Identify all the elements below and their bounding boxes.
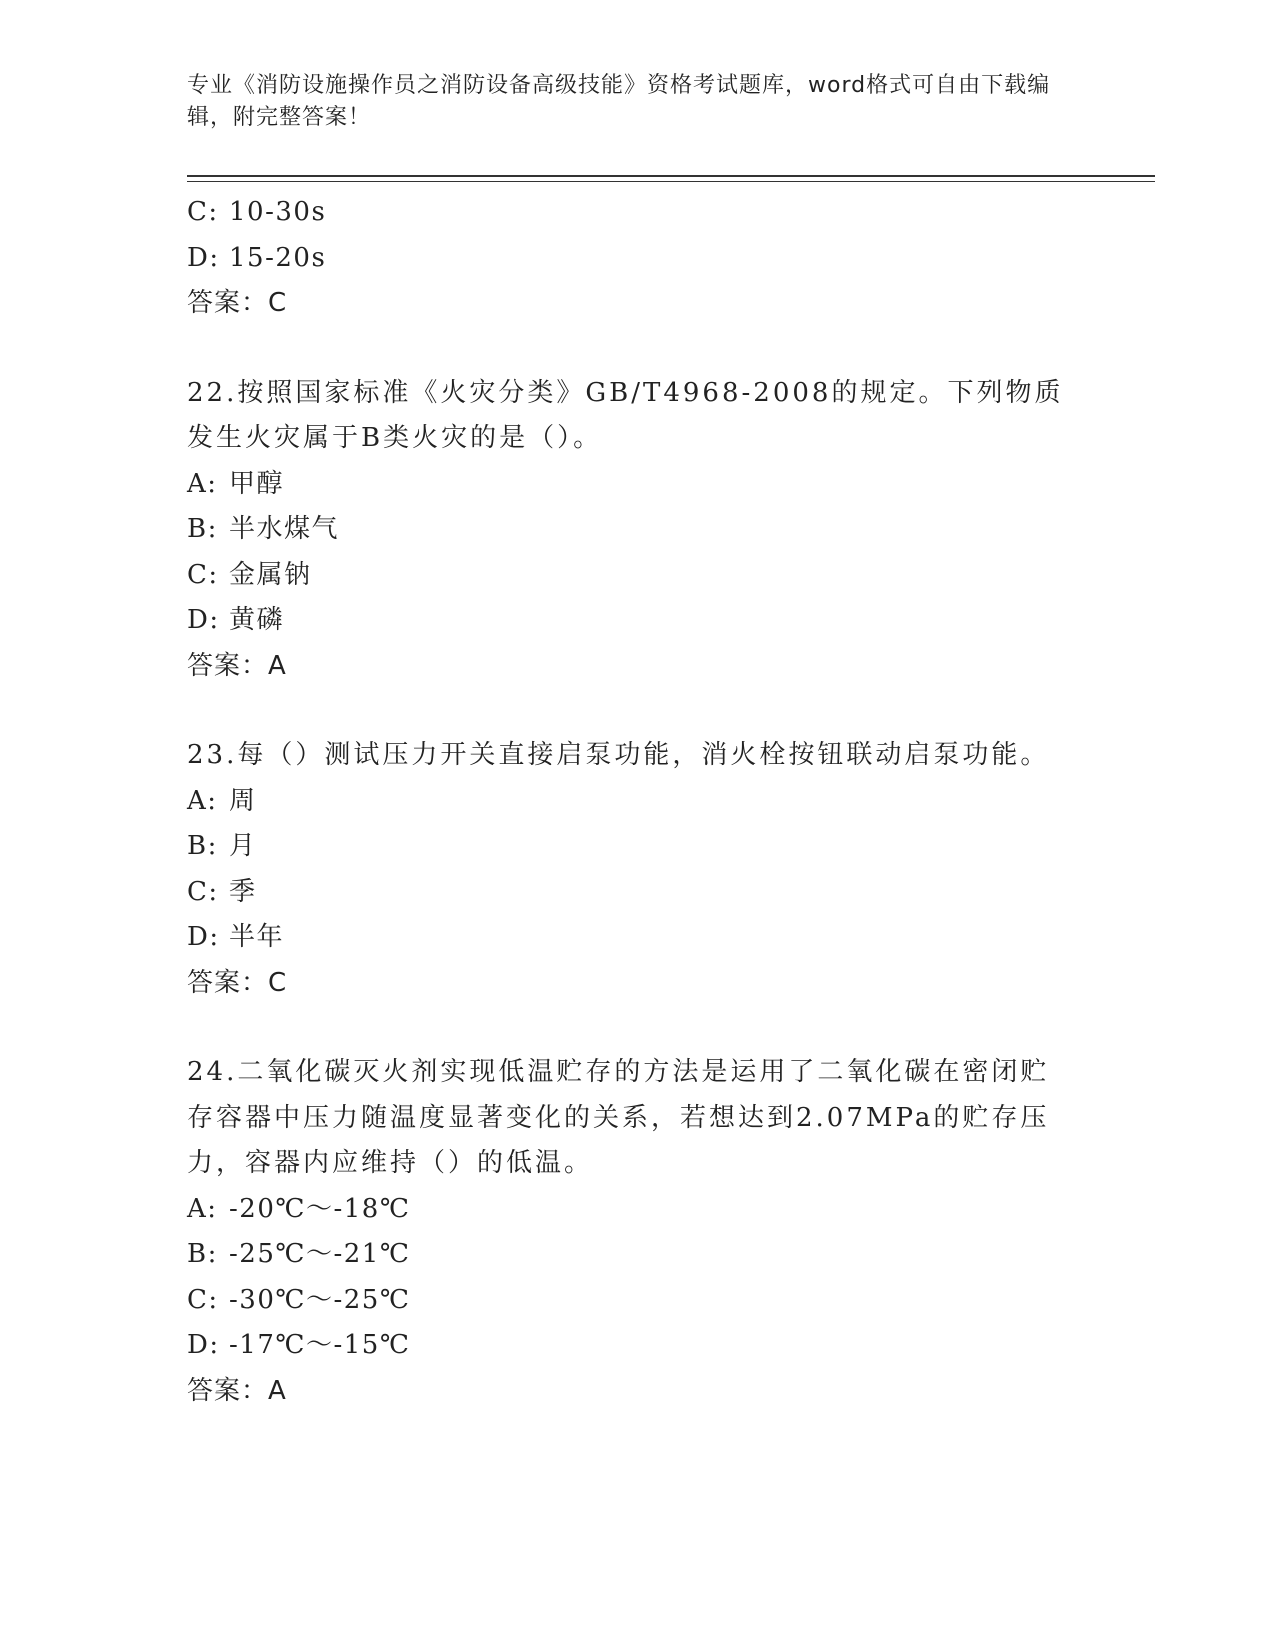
option-text: 半水煤气 [229,514,340,544]
option-text: -20℃～-18℃ [229,1193,411,1224]
option-prefix: B: [187,831,218,861]
option-a [187,462,1087,508]
option-prefix: A: [187,785,218,816]
option-d [187,915,1087,961]
option-c [187,553,1087,599]
option-d [187,598,1087,644]
option-text: -30℃～-25℃ [229,1284,411,1315]
question-24 [187,1050,1087,1414]
option-prefix: C: [187,876,219,907]
carry-over-block [187,190,1087,327]
option-b [187,1232,1087,1278]
answer-line: 答案：A [187,650,287,681]
option-prefix: A: [187,1193,218,1224]
header-rule-thick [187,175,1155,177]
option-prefix: D: [187,605,220,635]
option-text: 黄磷 [229,605,285,635]
option-c [187,1278,1087,1324]
answer-line: 答案：C [187,967,288,998]
answer-line: 答案：A [187,1375,287,1406]
option-text: 季 [229,876,257,907]
option-prefix: B: [187,514,218,544]
question-22 [187,371,1087,690]
option-d [187,1323,1087,1369]
option-b [187,507,1087,553]
option-prefix: D: [187,1330,220,1360]
option-prefix: D: [187,242,220,273]
question-stem: 24.二氧化碳灭火剂实现低温贮存的方法是运用了二氧化碳在密闭贮存容器中压力随温度显著变化的关系，若想达到2.07MPa的贮存压力，容器内应维持（）的低温。 [187,1057,1050,1178]
option-text: -25℃～-21℃ [229,1239,411,1269]
option-prefix: C: [187,1284,219,1315]
option-a [187,1187,1087,1233]
option-text: 甲醇 [229,468,285,499]
header-rule-thin [187,181,1155,182]
question-stem: 22.按照国家标准《火灾分类》GB/T4968-2008的规定。下列物质发生火灾属于B类火灾的是（）。 [187,377,1064,453]
option-text: -17℃～-15℃ [229,1330,411,1360]
page-header: 专业《消防设施操作员之消防设备高级技能》资格考试题库，word格式可自由下载编辑，附完整答案！ [187,73,1051,130]
option-a [187,779,1087,825]
option-text: 10-30s [229,197,327,227]
option-prefix: C: [187,559,219,590]
option-prefix: A: [187,468,218,499]
question-content [187,190,1087,1414]
option-c [187,190,1087,236]
option-prefix: C: [187,197,219,227]
option-text: 半年 [229,922,285,952]
option-prefix: B: [187,1239,218,1269]
answer-line: 答案：C [187,288,288,318]
question-stem: 23.每（）测试压力开关直接启泵功能，消火栓按钮联动启泵功能。 [187,740,1050,770]
option-text: 金属钠 [229,559,312,590]
option-b [187,824,1087,870]
option-text: 周 [229,785,257,816]
option-text: 月 [229,831,257,861]
option-text: 15-20s [229,242,327,273]
option-c [187,870,1087,916]
option-d [187,236,1087,282]
question-23 [187,733,1087,1006]
option-prefix: D: [187,922,220,952]
